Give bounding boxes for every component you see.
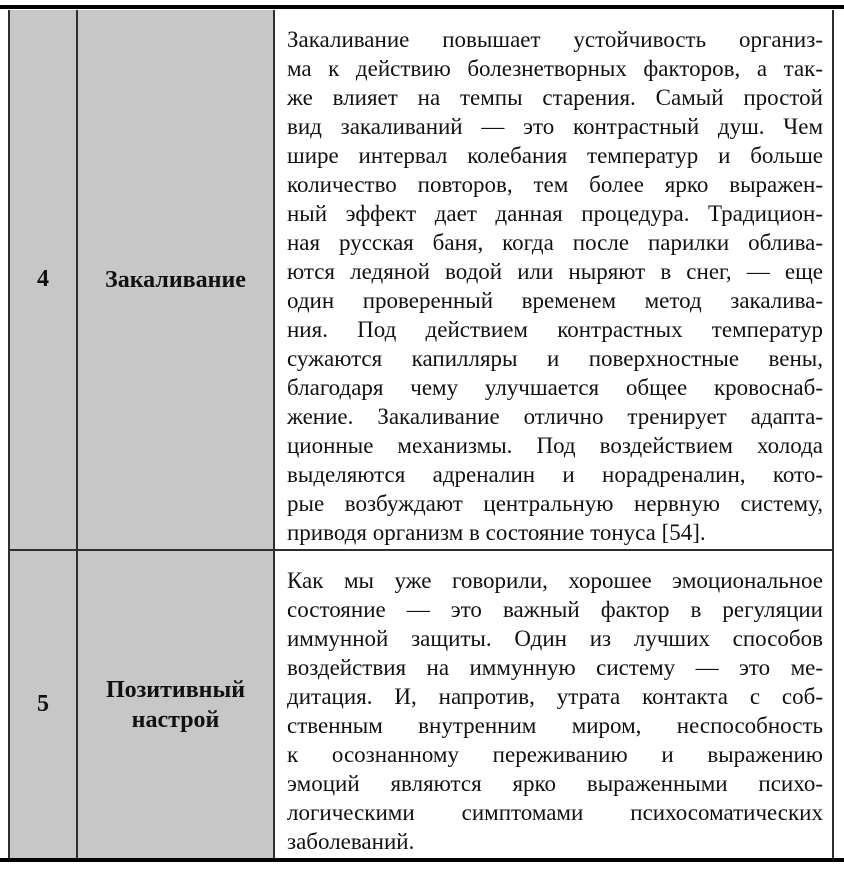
- text-line: приводя организм в состояние тонуса [54].: [287, 520, 706, 545]
- text-line: жение. Закаливание отлично тренирует адапта-: [287, 404, 823, 429]
- row-title-cell: [78, 551, 275, 858]
- text-line: к осознанному переживанию и выражению: [287, 742, 823, 767]
- text-line: заболеваний.: [287, 829, 415, 854]
- text-line: ются ледяной водой или ныряют в снег, — еще: [287, 259, 823, 284]
- text-line: ственным внутренним миром, неспособность: [287, 713, 823, 738]
- table-outer-top-border: [0, 5, 844, 9]
- text-line: состояние — это важный фактор в регуляции: [287, 597, 823, 622]
- text-line: логическими симптомами психосоматических: [287, 800, 823, 825]
- text-line: благодаря чему улучшается общее кровоснаб-: [287, 375, 823, 400]
- table-row: [10, 10, 832, 551]
- text-line: количество повторов, тем более ярко выражен-: [287, 172, 823, 197]
- text-line: сужаются капилляры и поверхностные вены,: [287, 346, 823, 371]
- row-text-cell: [275, 10, 832, 549]
- health-factors-table: [8, 10, 834, 858]
- text-line: Как мы уже говорили, хорошее эмоциональное: [287, 568, 823, 593]
- text-line: ма к действию болезнетворных факторов, а так-: [287, 56, 823, 81]
- row-number-cell: [10, 551, 78, 858]
- row-title: Позитивный настрой: [105, 676, 246, 733]
- text-line: иммунной защиты. Один из лучших способов: [287, 626, 823, 651]
- text-line: ния. Под действием контрастных температур: [287, 317, 823, 342]
- table-outer-bottom-border: [0, 858, 844, 862]
- row-number-cell: [10, 10, 78, 549]
- text-line: ный эффект дает данная процедура. Традицион-: [287, 201, 823, 226]
- text-line: воздействия на иммунную систему — это ме-: [287, 655, 823, 680]
- text-line: эмоций являются ярко выраженными психо-: [287, 771, 823, 796]
- text-line: дитация. И, напротив, утрата контакта с соб-: [287, 684, 823, 709]
- text-line: ционные механизмы. Под воздействием холода: [287, 433, 823, 458]
- text-line: шире интервал колебания температур и больше: [287, 143, 823, 168]
- table-row: [10, 551, 832, 858]
- row-text-cell: [275, 551, 832, 858]
- text-line: Закаливание повышает устойчивость организ-: [287, 27, 823, 52]
- row-title-cell: [78, 10, 275, 549]
- text-line: один проверенный временем метод закалива-: [287, 288, 823, 313]
- row-number: 5: [37, 691, 49, 717]
- row-number: 4: [37, 266, 49, 292]
- text-line: вид закаливаний — это контрастный душ. Чем: [287, 114, 823, 139]
- text-line: выделяются адреналин и норадреналин, кото-: [287, 462, 823, 487]
- row-title: Закаливание: [105, 266, 246, 293]
- text-line: же влияет на темпы старения. Самый простой: [287, 85, 823, 110]
- text-line: ная русская баня, когда после парилки облива-: [287, 230, 823, 255]
- text-line: рые возбуждают центральную нервную систему,: [287, 491, 823, 516]
